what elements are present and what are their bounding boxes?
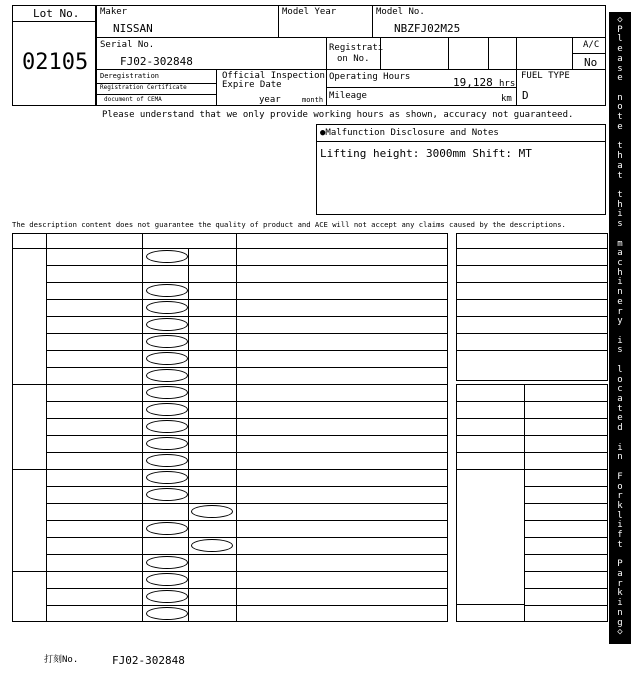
banner-char: t	[617, 141, 623, 152]
condition-circle	[146, 250, 188, 263]
banner-char: t	[617, 170, 623, 181]
condition-circle	[191, 505, 233, 518]
condition-circle	[146, 471, 188, 484]
banner-char: f	[617, 530, 623, 541]
table-row	[46, 486, 448, 503]
banner-char: r	[617, 306, 623, 317]
malfunction-text: Lifting height: 3000mm Shift: MT	[320, 147, 532, 160]
banner-char: t	[617, 403, 623, 414]
banner-char: c	[617, 257, 623, 268]
fuel-type-value: D	[522, 89, 529, 102]
table-row	[46, 452, 448, 469]
row-line	[456, 401, 524, 402]
table-row	[46, 316, 448, 333]
table-row	[46, 384, 448, 401]
banner-char: i	[617, 209, 623, 220]
banner-char: h	[617, 199, 623, 210]
banner-char: n	[617, 452, 623, 463]
condition-circle	[146, 556, 188, 569]
table-row	[46, 554, 448, 571]
banner-char: e	[617, 121, 623, 132]
banner-char: y	[617, 316, 623, 327]
maker-label: Maker	[100, 7, 128, 17]
banner-char: i	[617, 277, 623, 288]
malfunction-title: ●Malfunction Disclosure and Notes	[320, 128, 499, 138]
row-line	[456, 604, 524, 605]
banner-char: k	[617, 500, 623, 511]
ac-value: No	[584, 56, 598, 69]
row-line	[524, 605, 608, 606]
banner-char: s	[617, 63, 623, 74]
expire-date-label: Expire Date	[222, 80, 282, 90]
condition-circle	[146, 301, 188, 314]
serial-no-label: Serial No.	[100, 40, 155, 50]
registration-certificate-label: Registration Certificate	[100, 84, 187, 91]
row-line	[456, 248, 608, 249]
banner-char: a	[617, 248, 623, 259]
row-line	[524, 537, 608, 538]
row-line	[456, 299, 608, 300]
banner-char: P	[617, 559, 623, 570]
working-hours-note: Please understand that we only provide working hours as shown, accuracy not guaranteed.	[102, 110, 574, 120]
table-row	[46, 469, 448, 486]
condition-circle	[146, 522, 188, 535]
banner-char: s	[617, 219, 623, 230]
row-line	[456, 469, 524, 470]
banner-char: n	[617, 287, 623, 298]
row-line	[524, 503, 608, 504]
remarks-block	[456, 233, 608, 381]
banner-char: ◇	[617, 15, 623, 25]
table-row	[46, 418, 448, 435]
banner-char: m	[617, 238, 623, 249]
stamp-label: 打刻No.	[44, 655, 79, 665]
row-line	[524, 554, 608, 555]
banner-char: l	[617, 364, 623, 375]
condition-circle	[146, 284, 188, 297]
km-label: km	[501, 94, 512, 104]
fuel-type-label: FUEL TYPE	[521, 71, 570, 81]
row-line	[456, 435, 524, 436]
row-line	[456, 350, 608, 351]
lot-no: 02105	[22, 50, 89, 75]
row-line	[524, 401, 608, 402]
condition-circle	[146, 488, 188, 501]
banner-char: h	[617, 267, 623, 278]
banner-char: d	[617, 423, 623, 434]
month-label: month	[302, 96, 324, 104]
lot-no-label: Lot No.	[33, 7, 80, 20]
banner-char: t	[617, 539, 623, 550]
banner-char: e	[617, 73, 623, 84]
row-line	[524, 520, 608, 521]
banner-char: t	[617, 189, 623, 200]
banner-char: h	[617, 151, 623, 162]
condition-circle	[146, 437, 188, 450]
serial-no-value: FJ02-302848	[120, 55, 193, 68]
condition-circle	[146, 607, 188, 620]
row-line	[524, 469, 608, 470]
banner-char: e	[617, 296, 623, 307]
table-row	[46, 537, 448, 554]
banner-char: l	[617, 510, 623, 521]
banner-char: i	[617, 598, 623, 609]
maker-value: NISSAN	[113, 22, 153, 35]
table-row	[46, 248, 448, 265]
table-row	[46, 503, 448, 520]
row-line	[456, 333, 608, 334]
operating-hours-value: 19,128	[453, 76, 493, 89]
ac-label: A/C	[583, 40, 600, 50]
row-line	[524, 435, 608, 436]
banner-char: e	[617, 44, 623, 55]
banner-char: o	[617, 102, 623, 113]
table-row	[46, 435, 448, 452]
row-line	[524, 452, 608, 453]
document-cema-label: document of CEMA	[104, 96, 162, 103]
banner-char: ◇	[617, 627, 623, 638]
row-line	[524, 571, 608, 572]
condition-circle	[146, 454, 188, 467]
condition-circle	[146, 335, 188, 348]
condition-circle	[146, 318, 188, 331]
table-row	[46, 367, 448, 384]
row-line	[524, 486, 608, 487]
banner-char: i	[617, 335, 623, 346]
table-row	[46, 401, 448, 418]
row-line	[456, 418, 524, 419]
banner-char: n	[617, 607, 623, 618]
condition-circle	[191, 539, 233, 552]
model-no-label: Model No.	[376, 7, 425, 17]
table-row	[46, 571, 448, 588]
row-line	[524, 588, 608, 589]
side-banner	[609, 12, 631, 644]
registration-no-label-2: on No.	[337, 54, 370, 64]
row-line	[456, 452, 524, 453]
banner-char: s	[617, 345, 623, 356]
table-row	[46, 605, 448, 622]
banner-char: a	[617, 568, 623, 579]
row-line	[524, 418, 608, 419]
table-row	[46, 588, 448, 605]
banner-char: r	[617, 578, 623, 589]
operating-hours-label: Operating Hours	[329, 72, 411, 82]
year-label: year	[259, 95, 281, 105]
condition-circle	[146, 352, 188, 365]
banner-char: n	[617, 92, 623, 103]
table-row	[46, 282, 448, 299]
hrs-label: hrs	[499, 79, 516, 89]
stamp-value: FJ02-302848	[112, 654, 185, 667]
registration-no-label-1: Registrati	[329, 43, 384, 53]
banner-char: i	[617, 442, 623, 453]
banner-char: e	[617, 413, 623, 424]
banner-char: a	[617, 160, 623, 171]
banner-char: a	[617, 53, 623, 64]
table-row	[46, 333, 448, 350]
banner-char: k	[617, 588, 623, 599]
banner-char: i	[617, 520, 623, 531]
banner-char: o	[617, 374, 623, 385]
banner-char: F	[617, 471, 623, 482]
banner-char: P	[617, 24, 623, 35]
model-year-label: Model Year	[282, 7, 337, 17]
table-row	[46, 520, 448, 537]
deregistration-label: Deregistration	[100, 72, 160, 80]
row-line	[456, 282, 608, 283]
table-row	[46, 299, 448, 316]
condition-circle	[146, 403, 188, 416]
condition-circle	[146, 369, 188, 382]
banner-char: t	[617, 112, 623, 123]
condition-circle	[146, 590, 188, 603]
row-line	[456, 316, 608, 317]
condition-circle	[146, 573, 188, 586]
banner-char: l	[617, 34, 623, 45]
banner-char: g	[617, 617, 623, 628]
official-inspection-label: Official Inspection	[222, 71, 325, 81]
banner-char: a	[617, 394, 623, 405]
table-row	[46, 265, 448, 282]
model-no-value: NBZFJ02M25	[394, 22, 461, 35]
condition-circle	[146, 386, 188, 399]
banner-char: r	[617, 491, 623, 502]
condition-circle	[146, 420, 188, 433]
mileage-label: Mileage	[329, 91, 367, 101]
row-line	[456, 265, 608, 266]
disclaimer: The description content does not guarantee the quality of product and ACE will not accept any claims caused by the descriptions.	[12, 220, 566, 229]
banner-char: o	[617, 481, 623, 492]
table-row	[46, 350, 448, 367]
banner-char: c	[617, 384, 623, 395]
